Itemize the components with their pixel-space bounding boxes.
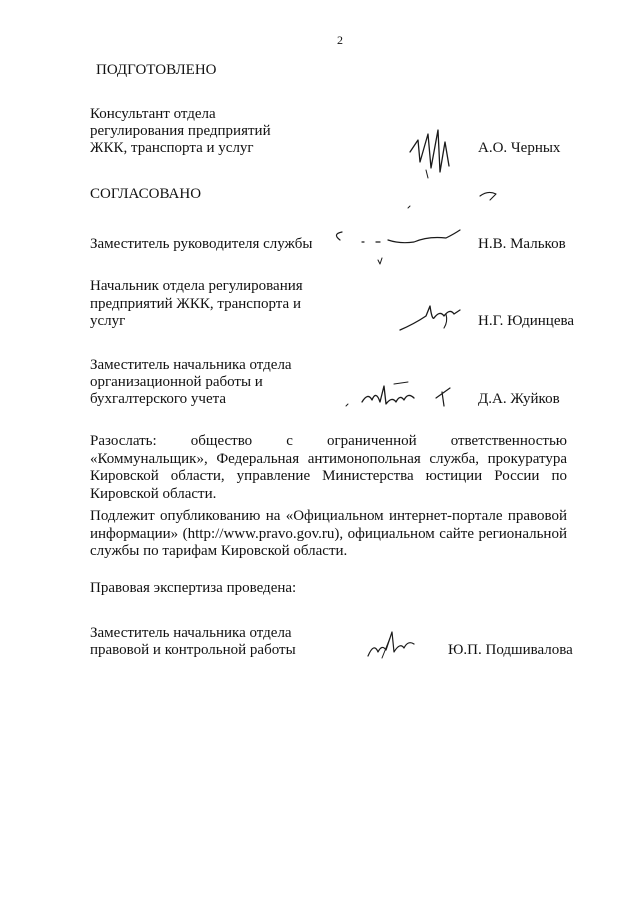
signatory-name: Н.Г. Юдинцева	[478, 313, 575, 329]
prepared-name: А.О. Черных	[478, 140, 561, 156]
signatory-position-line: Заместитель начальника отдела	[90, 357, 292, 373]
agreed-heading: СОГЛАСОВАНО	[90, 186, 202, 202]
legal-review-heading: Правовая экспертиза проведена:	[90, 580, 297, 596]
signature	[362, 626, 422, 666]
page-number: 2	[337, 33, 343, 47]
signatory-name: Д.А. Жуйков	[478, 391, 560, 407]
legal-review-name: Ю.П. Подшивалова	[448, 642, 573, 658]
signatory-position-line: бухгалтерского учета	[90, 391, 227, 407]
prepared-position-line: ЖКК, транспорта и услуг	[90, 140, 254, 156]
signature	[328, 222, 468, 266]
publication-note: Подлежит опубликованию на «Официальном интернет-портале правовой информации» (http://www.pravo.gov.ru), официальном сайте региональной службы по тарифам Кировской области.	[90, 508, 567, 559]
signature	[402, 186, 512, 212]
legal-review-position-line: Заместитель начальника отдела	[90, 625, 292, 641]
signature	[404, 126, 464, 184]
prepared-position-line: Консультант отдела	[90, 106, 216, 122]
prepared-heading: ПОДГОТОВЛЕНО	[96, 62, 217, 78]
signatory-position-line: услуг	[90, 313, 126, 329]
signature	[396, 296, 466, 336]
prepared-position-line: регулирования предприятий	[90, 123, 271, 139]
signatory-position-line: Начальник отдела регулирования	[90, 278, 303, 294]
signatory-position-line: организационной работы и	[90, 374, 263, 390]
signatory-position-line: предприятий ЖКК, транспорта и	[90, 296, 301, 312]
legal-review-position-line: правовой и контрольной работы	[90, 642, 296, 658]
signature	[338, 376, 468, 416]
signatory-position-line: Заместитель руководителя службы	[90, 236, 313, 252]
signatory-name: Н.В. Мальков	[478, 236, 566, 252]
distribution-list: Разослать: общество с ограниченной ответственностью «Коммунальщик», Федеральная антимонопольная служба, прокуратура Кировской области, управление Министерства юстиции России по Кировской области.	[90, 433, 567, 502]
